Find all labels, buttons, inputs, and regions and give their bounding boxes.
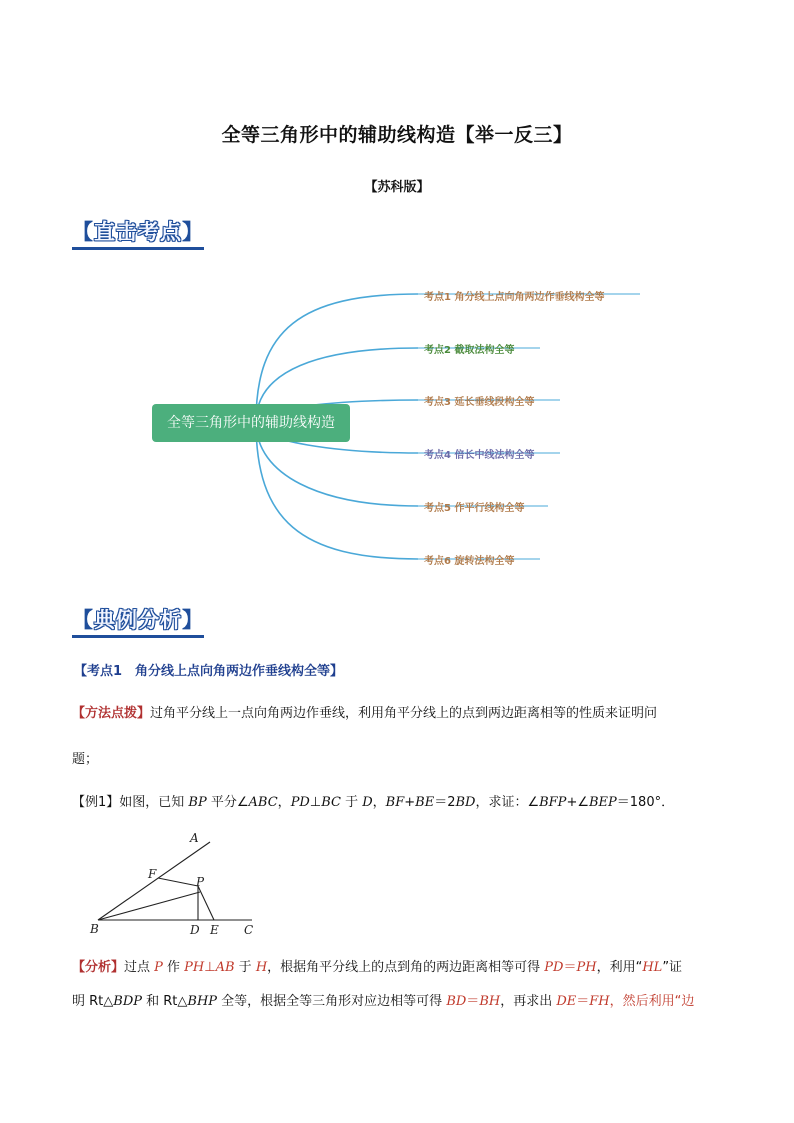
analysis-line1: 【分析】过点 P 作 PH⊥AB 于 H，根据角平分线上的点到角的两边距离相等可得 PD＝PH，利用“HL”证	[72, 960, 683, 975]
section-underline	[72, 247, 204, 250]
mindmap-item-5: 考点5 作平行线构全等	[424, 503, 525, 514]
geometry-figure	[80, 828, 280, 944]
edition-label: 【苏科版】	[364, 180, 430, 195]
example-tag: 【例1】	[72, 795, 120, 810]
section-heading-text: 典例分析	[94, 608, 182, 632]
section-heading-text: 直击考点	[94, 220, 182, 244]
ray-BA	[98, 842, 210, 920]
analysis-line2: 明 Rt△BDP 和 Rt△BHP 全等，根据全等三角形对应边相等可得 BD＝BH，再求出 DE＝FH，然后利用“边	[72, 994, 695, 1009]
section-underline	[72, 635, 204, 638]
label-F: F	[148, 867, 157, 881]
method-paragraph	[72, 706, 657, 722]
section-heading-key-points	[72, 216, 204, 246]
mindmap-item-2: 考点2 截取法构全等	[424, 345, 515, 356]
label-C: C	[244, 923, 254, 937]
page-title: 全等三角形中的辅助线构造【举一反三】	[221, 124, 573, 146]
point1-heading: 【考点1 角分线上点向角两边作垂线构全等】	[74, 664, 344, 679]
mindmap-item-4: 考点4 倍长中线法构全等	[424, 450, 535, 461]
method-tag: 【方法点拨】	[72, 706, 151, 721]
label-A: A	[190, 831, 199, 845]
mindmap-root-node: 全等三角形中的辅助线构造	[152, 404, 350, 442]
label-D: D	[190, 923, 200, 937]
label-E: E	[210, 923, 219, 937]
segment-FP	[158, 878, 198, 886]
label-P: P	[196, 875, 205, 889]
example-1: 【例1】如图，已知 BP 平分∠ABC，PD⊥BC 于 D，BF+BE＝2BD，求证：∠BFP+∠BEP＝180°．	[72, 795, 675, 810]
mindmap-item-1: 考点1 角分线上点向角两边作垂线构全等	[424, 292, 605, 303]
bracket-close: 】	[182, 608, 204, 632]
method-paragraph-cont: 题；	[72, 752, 99, 767]
segment-PE	[198, 886, 214, 920]
mindmap-branch-6	[256, 422, 418, 559]
section-heading-examples	[72, 604, 204, 634]
bracket-open: 【	[72, 608, 94, 632]
method-text-line1: 过角平分线上一点向角两边作垂线，利用角平分线上的点到两边距离相等的性质来证明问	[150, 706, 658, 721]
mindmap-item-6: 考点6 旋转法构全等	[424, 556, 515, 567]
bracket-open: 【	[72, 220, 94, 244]
analysis-tag: 【分析】	[72, 960, 125, 975]
mindmap-item-3: 考点3 延长垂线段构全等	[424, 397, 535, 408]
bracket-close: 】	[182, 220, 204, 244]
label-B: B	[90, 922, 99, 936]
segment-BP	[98, 892, 200, 920]
mindmap-connectors	[0, 270, 794, 580]
